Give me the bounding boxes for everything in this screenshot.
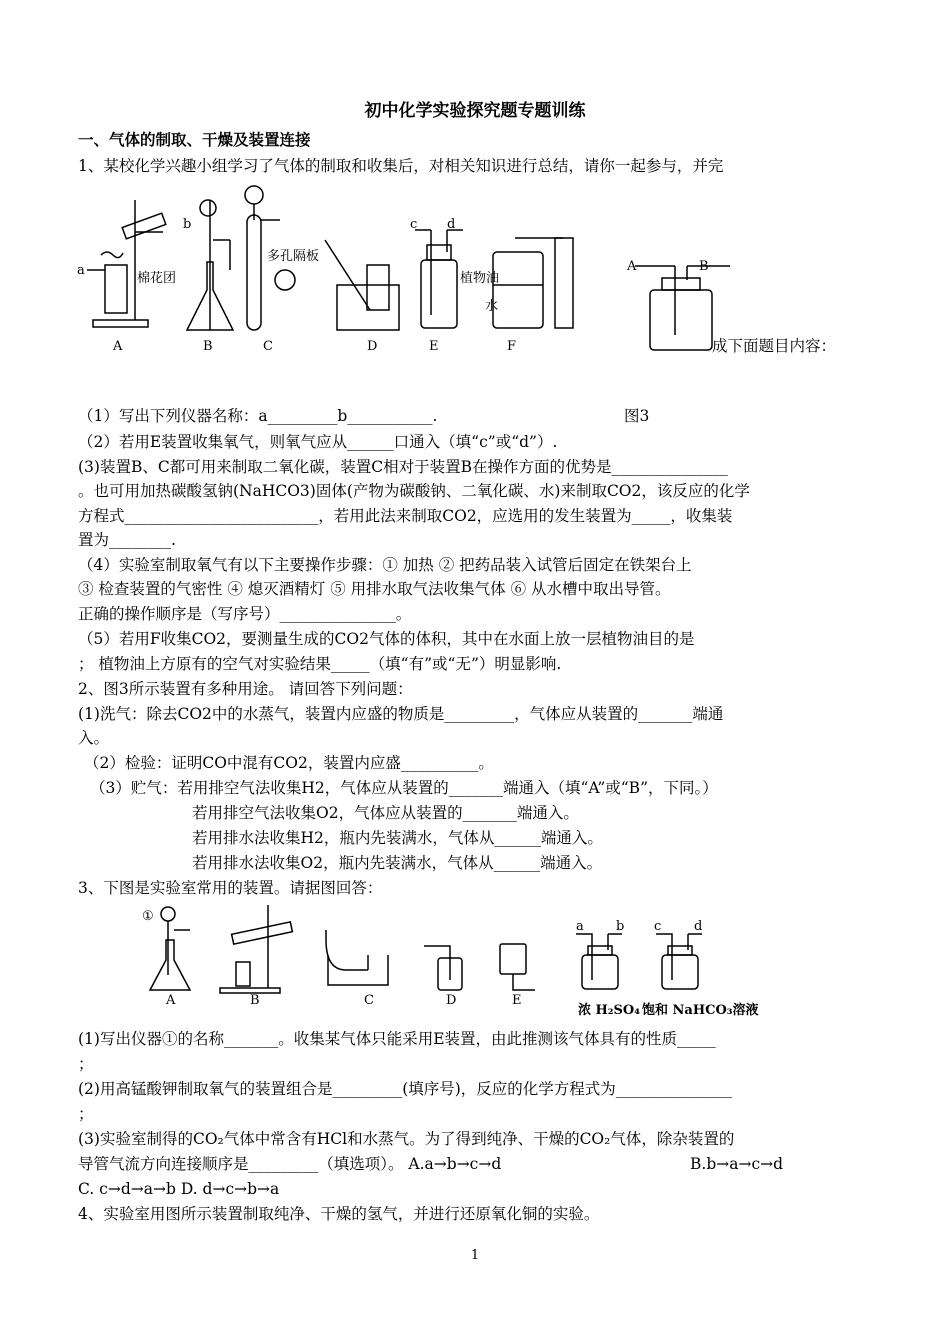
- fig3-caption: 图3: [624, 407, 650, 425]
- q2-part3-line4: 若用排水法收集O2，瓶内先装满水，气体从______端通入。: [192, 854, 603, 872]
- q3-part3-line2: 导管气流方向连接顺序是_________（填选项）。 A.a→b→c→d: [78, 1155, 502, 1173]
- q3-label-C: C: [364, 993, 374, 1008]
- q2-part1-line2: 入。: [78, 729, 110, 747]
- q1-intro: 1、某校化学兴趣小组学习了气体的制取和收集后，对相关知识进行总结，请你一起参与，并完: [78, 157, 724, 175]
- label-b: b: [183, 217, 192, 232]
- q2-part1-line1: (1)洗气：除去CO2中的水蒸气，装置内应盛的物质是_________，气体应从装置的_______端通: [78, 705, 724, 723]
- q3-label-a: a: [576, 919, 584, 934]
- q3-apparatus-b: [220, 905, 292, 993]
- q3-part3-option-b: B.b→a→c→d: [690, 1155, 784, 1173]
- q3-part2-line2: ；: [78, 1105, 94, 1123]
- q3-label-b: b: [616, 919, 625, 934]
- q3-apparatus-c: [326, 930, 388, 985]
- q2-part3-line2: 若用排空气法收集O2，气体应从装置的_______端通入。: [192, 804, 579, 822]
- apparatus-a: [87, 200, 166, 327]
- q4-intro: 4、实验室用图所示装置制取纯净、干燥的氢气，并进行还原氧化铜的实验。: [78, 1205, 600, 1223]
- q3-apparatus-a: [150, 907, 190, 990]
- q2-part3-line3: 若用排水法收集H2，瓶内先装满水，气体从______端通入。: [192, 829, 603, 847]
- q1-part5-line1: （5）若用F收集CO2，要测量生成的CO2气体的体积，其中在水面上放一层植物油目的是: [78, 630, 695, 648]
- q1-part4-line1: （4）实验室制取氧气有以下主要操作步骤：① 加热 ② 把药品装入试管后固定在铁架台上: [78, 556, 692, 574]
- q1-part2: （2）若用E装置收集氧气，则氧气应从______口通入（填“c”或“d”）.: [78, 433, 558, 451]
- q3-label-d: d: [694, 919, 703, 934]
- q3-label-bottle-1: 浓 H₂SO₄: [578, 1003, 640, 1018]
- label-water: 水: [485, 299, 499, 314]
- q3-intro: 3、下图是实验室常用的装置。请据图回答：: [78, 879, 383, 897]
- page-title: 初中化学实验探究题专题训练: [364, 101, 586, 121]
- q1-part3-line3: 方程式_________________________，若用此法来制取CO2，应选用的发生装置为_____，收集装: [78, 507, 733, 525]
- apparatus-f: [493, 238, 573, 328]
- label-plate: 多孔隔板: [267, 249, 320, 264]
- label-circle-1: ①: [142, 909, 154, 924]
- q2-part2: （2）检验：证明CO中混有CO2，装置内应盛__________。: [84, 754, 494, 772]
- q3-apparatus-d: [424, 946, 462, 990]
- label-d: d: [447, 217, 456, 232]
- q3-label-D: D: [446, 993, 457, 1008]
- apparatus-d: [325, 240, 399, 330]
- q1-part4-line3: 正确的操作顺序是（写序号）_______________。: [78, 605, 412, 623]
- q3-part1-line2: ；: [78, 1055, 94, 1073]
- q3-label-B: B: [250, 993, 260, 1008]
- label-F: F: [507, 339, 517, 354]
- q3-part1-line1: (1)写出仪器①的名称_______。收集某气体只能采用E装置，由此推测该气体具有的性质_____: [78, 1030, 716, 1048]
- page-number: 1: [470, 1248, 480, 1263]
- q2-part3-line1: （3）贮气：若用排空气法收集H2，气体应从装置的_______端通入（填“A”或“B”，下同。）: [90, 779, 718, 797]
- label-oil: 植物油: [460, 271, 500, 286]
- q3-label-A: A: [166, 993, 176, 1008]
- label-fig3-B: B: [699, 259, 709, 274]
- q3-label-c: c: [654, 919, 662, 934]
- q1-part5-line2: ； 植物油上方原有的空气对实验结果_____（填“有”或“无”）明显影响.: [78, 655, 562, 673]
- q3-part2-line1: (2)用高锰酸钾制取氧气的装置组合是_________(填序号)，反应的化学方程式为_______________: [78, 1080, 733, 1098]
- label-c: c: [410, 217, 418, 232]
- label-A: A: [113, 339, 123, 354]
- q3-label-E: E: [512, 993, 522, 1008]
- q1-part4-line2: ③ 检查装置的气密性 ④ 熄灭酒精灯 ⑤ 用排水取气法收集气体 ⑥ 从水槽中取出导管。: [78, 580, 671, 598]
- label-cotton: 棉花团: [137, 271, 177, 286]
- label-B: B: [203, 339, 213, 354]
- label-E: E: [429, 339, 439, 354]
- q3-part3-line1: (3)实验室制得的CO₂气体中常含有HCl和水蒸气。为了得到纯净、干燥的CO₂气体，除杂装置的: [78, 1130, 735, 1148]
- q1-part3-line2: 。也可用加热碳酸氢钠(NaHCO3)固体(产物为碳酸钠、二氧化碳、水)来制取CO2，该反应的化学: [78, 482, 750, 500]
- label-fig3-A: A: [627, 259, 637, 274]
- q1-intro-tail: 成下面题目内容：: [712, 337, 837, 355]
- q1-part3-line1: (3)装置B、C都可用来制取二氧化碳，装置C相对于装置B在操作方面的优势是_______________: [78, 458, 728, 476]
- apparatus-b: [187, 200, 233, 330]
- label-C: C: [263, 339, 273, 354]
- q3-bottle-1: [576, 934, 622, 989]
- q1-apparatus-figure: [75, 180, 875, 360]
- q1-part1: （1）写出下列仪器名称：a_________b___________.: [78, 407, 438, 425]
- q3-label-bottle-2: 饱和 NaHCO₃溶液: [642, 1003, 759, 1018]
- q3-part3-line3: C. c→d→a→b D. d→c→b→a: [78, 1180, 280, 1198]
- q3-bottle-2: [656, 934, 702, 989]
- apparatus-e: [415, 230, 463, 328]
- label-D: D: [367, 339, 378, 354]
- label-a: a: [77, 263, 85, 278]
- q2-intro: 2、图3所示装置有多种用途。 请回答下列问题：: [78, 680, 413, 698]
- section-heading: 一、气体的制取、干燥及装置连接: [78, 130, 311, 149]
- q1-part3-line4: 置为________.: [78, 531, 176, 549]
- q3-apparatus-e: [500, 944, 535, 990]
- q3-apparatus-figure: [140, 900, 780, 1020]
